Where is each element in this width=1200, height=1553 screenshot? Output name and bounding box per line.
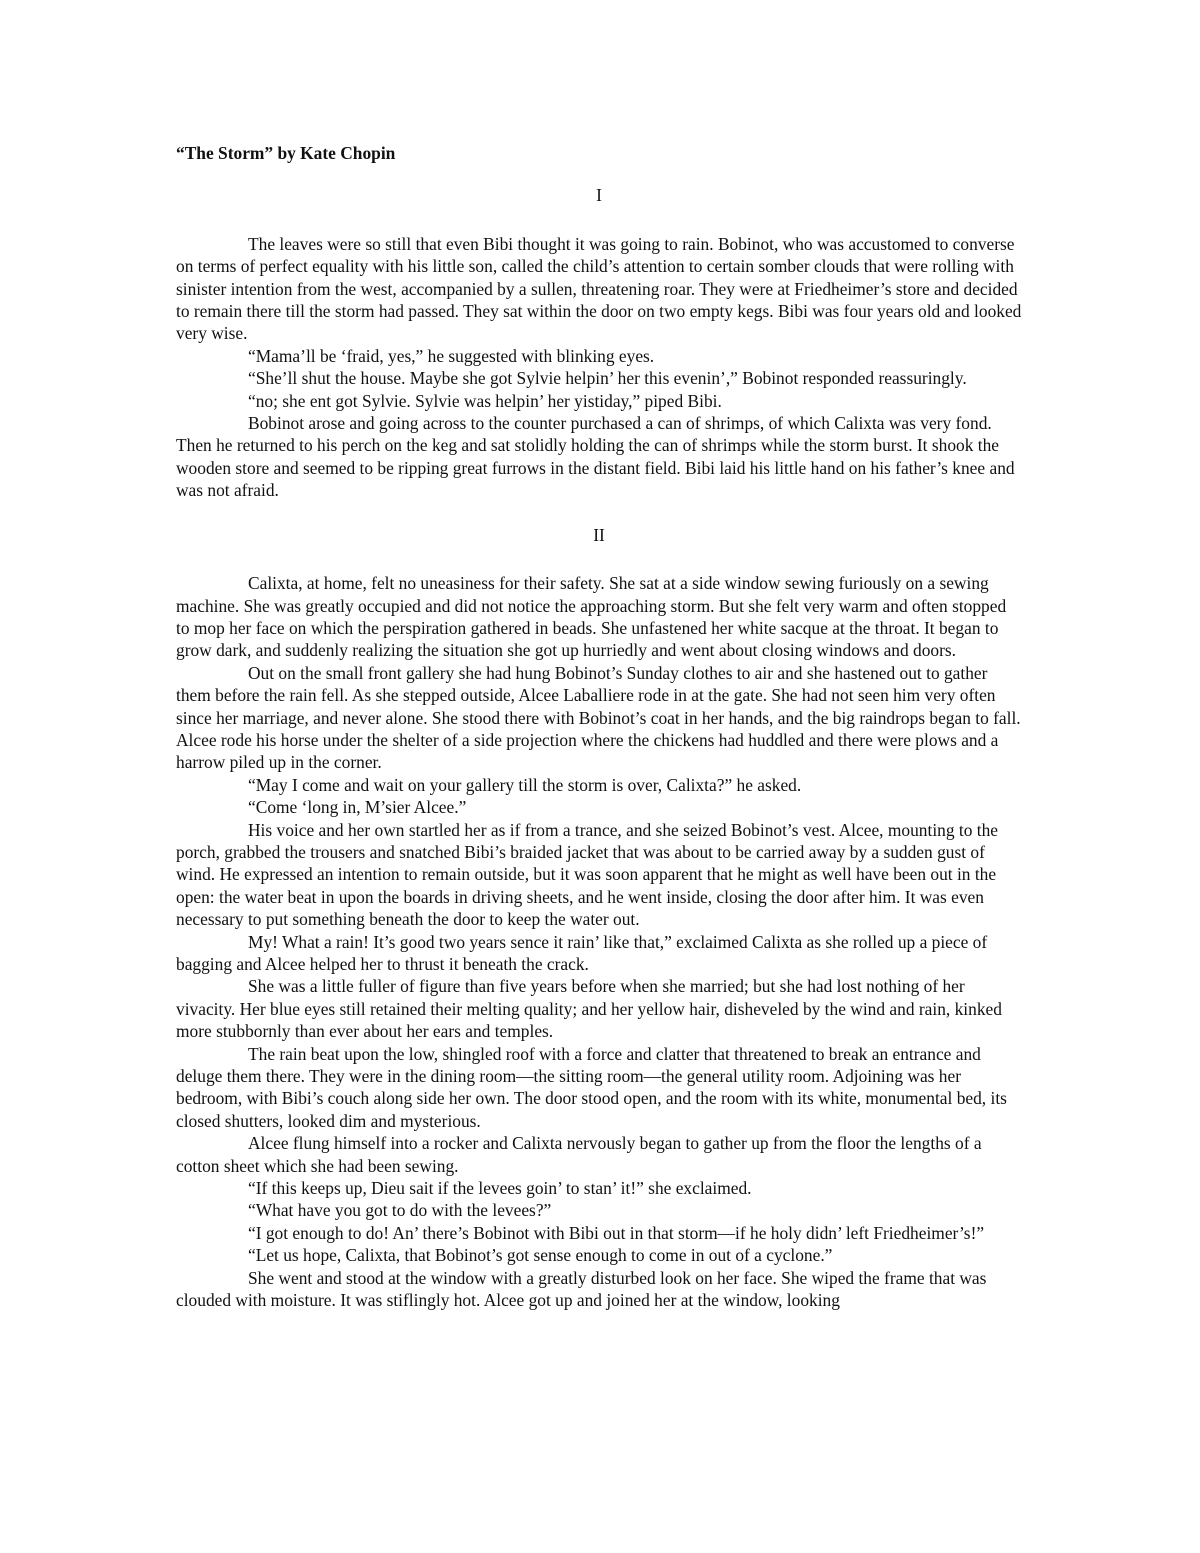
paragraph: “Come ‘long in, M’sier Alcee.”: [248, 797, 467, 818]
section-heading: I: [596, 185, 602, 206]
document-title: “The Storm” by Kate Chopin: [176, 143, 396, 163]
section-heading: II: [593, 524, 605, 545]
section-1: [176, 184, 1022, 501]
paragraph: The rain beat upon the low, shingled roof with a force and clatter that threatened to break an entrance and deluge them there. They were in the dining room—the sitting room—the general utility room. Adjoining was her bedroom, with Bibi’s couch along side her own. The door stood open, and the room with its white, monumental bed, its closed shutters, looked dim and mysterious.: [176, 1043, 1007, 1131]
paragraph: “I got enough to do! An’ there’s Bobinot with Bibi out in that storm—if he holy didn’ left Friedheimer’s!”: [248, 1222, 985, 1243]
paragraph: Alcee flung himself into a rocker and Calixta nervously began to gather up from the floor the lengths of a cotton sheet which she had been sewing.: [176, 1133, 982, 1176]
paragraph: “If this keeps up, Dieu sait if the levees goin’ to stan’ it!” she exclaimed.: [248, 1178, 752, 1199]
paragraph: Calixta, at home, felt no uneasiness for their safety. She sat at a side window sewing furiously on a sewing machine. She was greatly occupied and did not notice the approaching storm. But she felt very warm and often stopped to mop her face on which the perspiration gathered in beads. She unfastened her white sacque at the throat. It began to grow dark, and suddenly realizing the situation she got up hurriedly and went about closing windows and doors.: [176, 573, 1007, 661]
paragraph: “Let us hope, Calixta, that Bobinot’s got sense enough to come in out of a cyclone.”: [248, 1245, 833, 1266]
paragraph: She was a little fuller of figure than five years before when she married; but she had lost nothing of her vivacity. Her blue eyes still retained their melting quality; and her yellow hair, disheveled by the wind and rain, kinked more stubbornly than ever about her ears and temples.: [176, 976, 1002, 1042]
paragraph: “She’ll shut the house. Maybe she got Sylvie helpin’ her this evenin’,” Bobinot responded reassuringly.: [248, 368, 967, 389]
paragraph: “May I come and wait on your gallery till the storm is over, Calixta?” he asked.: [248, 774, 802, 795]
paragraph: “What have you got to do with the levees?”: [248, 1200, 552, 1221]
document-page: [176, 142, 1022, 1334]
paragraph: “Mama’ll be ‘fraid, yes,” he suggested with blinking eyes.: [248, 345, 655, 366]
paragraph: My! What a rain! It’s good two years sence it rain’ like that,” exclaimed Calixta as she rolled up a piece of bagging and Alcee helped her to thrust it beneath the crack.: [176, 931, 988, 974]
paragraph: The leaves were so still that even Bibi thought it was going to rain. Bobinot, who was accustomed to converse on terms of perfect equality with his little son, called the child’s attention to certain somber clouds that were rolling with sinister intention from the west, accompanied by a sullen, threatening roar. They were at Friedheimer’s store and decided to remain there till the storm had passed. They sat within the door on two empty kegs. Bibi was four years old and looked very wise.: [176, 233, 1022, 344]
paragraph: Bobinot arose and going across to the counter purchased a can of shrimps, of which Calixta was very fond. Then he returned to his perch on the keg and sat stolidly holding the can of shrimps while the storm burst. It shook the wooden store and seemed to be ripping great furrows in the distant field. Bibi laid his little hand on his father’s knee and was not afraid.: [176, 413, 1015, 501]
section-2: [176, 524, 1022, 1312]
paragraph: “no; she ent got Sylvie. Sylvie was helpin’ her yistiday,” piped Bibi.: [248, 390, 722, 411]
paragraph: His voice and her own startled her as if from a trance, and she seized Bobinot’s vest. Alcee, mounting to the porch, grabbed the trousers and snatched Bibi’s braided jacket that was about to be carried away by a sudden gust of wind. He expressed an intention to remain outside, but it was soon apparent that he might as well have been out in the open: the water beat in upon the boards in driving sheets, and he went inside, closing the door after him. It was even necessary to put something beneath the door to keep the water out.: [176, 819, 999, 930]
paragraph: Out on the small front gallery she had hung Bobinot’s Sunday clothes to air and she hastened out to gather them before the rain fell. As she stepped outside, Alcee Laballiere rode in at the gate. She had not seen him very often since her marriage, and never alone. She stood there with Bobinot’s coat in her hands, and the big raindrops began to fall. Alcee rode his horse under the shelter of a side projection where the chickens had huddled and there were plows and a harrow piled up in the corner.: [176, 662, 1021, 773]
paragraph: She went and stood at the window with a greatly disturbed look on her face. She wiped the frame that was clouded with moisture. It was stiflingly hot. Alcee got up and joined her at the window, looking: [176, 1267, 987, 1311]
